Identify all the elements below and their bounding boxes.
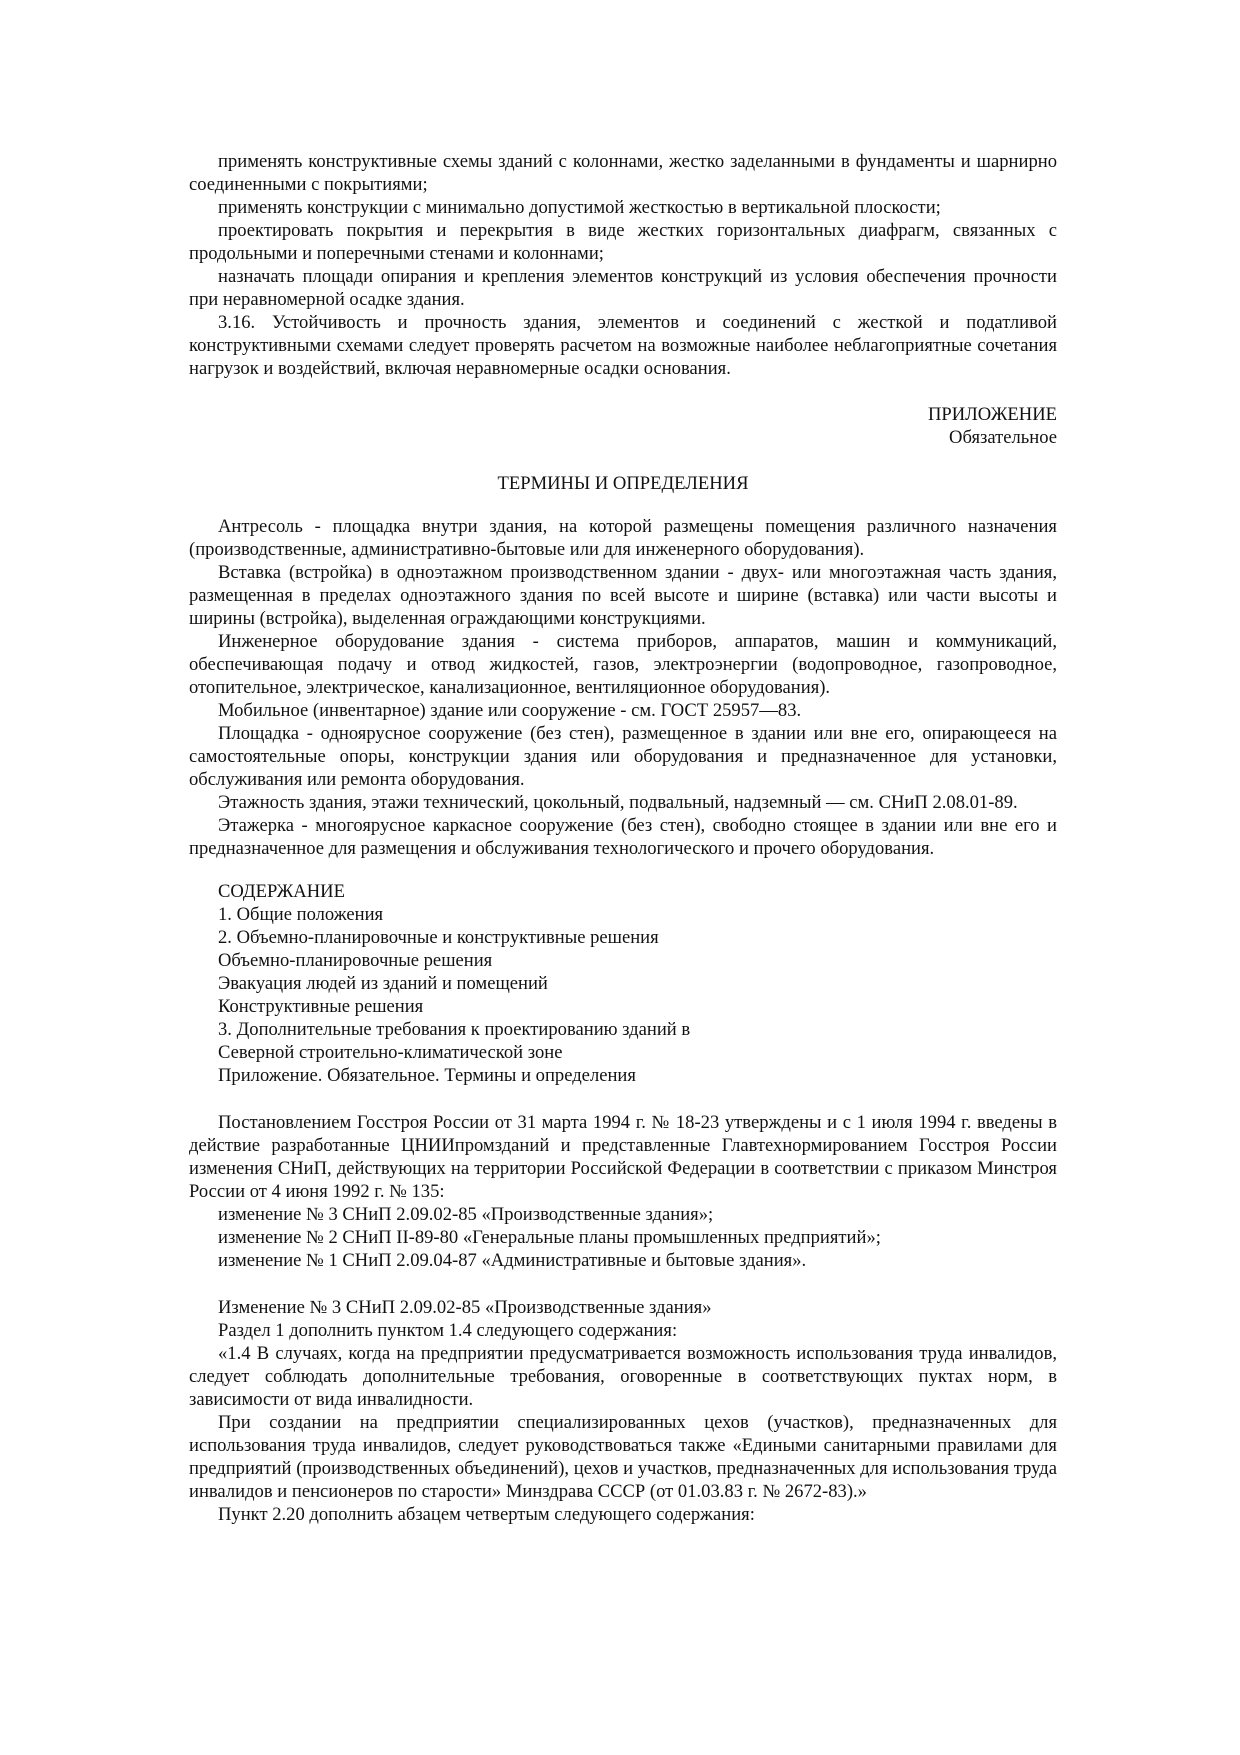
contents-item: Конструктивные решения: [218, 996, 424, 1017]
amendment-clause: «1.4 В случаях, когда на предприятии предусматривается возможность использования труда инвалидов, следует соблюдать дополнительные требования, оговоренные в соответствующих пуктах норм, в зависимости от вида инвалидности.: [189, 1343, 1057, 1410]
contents-item: Объемно-планировочные решения: [218, 950, 493, 971]
contents-item: Северной строительно-климатической зоне: [218, 1042, 563, 1063]
resolution-change: изменение № 1 СНиП 2.09.04-87 «Административные и бытовые здания».: [218, 1250, 807, 1271]
contents-item: 2. Объемно-планировочные и конструктивные решения: [218, 927, 659, 948]
appendix-label: ПРИЛОЖЕНИЕ: [927, 404, 1057, 425]
appendix-status: Обязательное: [949, 427, 1057, 448]
contents-item: Эвакуация людей из зданий и помещений: [218, 973, 548, 994]
appendix-title: ТЕРМИНЫ И ОПРЕДЕЛЕНИЯ: [497, 473, 749, 494]
paragraph: 3.16. Устойчивость и прочность здания, элементов и соединений с жесткой и податливой конструктивными схемами следует проверять расчетом на возможные наиболее неблагоприятные сочетания нагрузок и воздействий, включая неравномерные осадки основания.: [189, 312, 1057, 379]
amendment-title: Изменение № 3 СНиП 2.09.02-85 «Производственные здания»: [218, 1297, 712, 1318]
amendment-clause: При создании на предприятии специализированных цехов (участков), предназначенных для использования труда инвалидов, следует руководствоваться также «Едиными санитарными правилами для предприятий (производственных объединений), цехов и участков, предназначенных для использования труда инвалидов и пенсионеров по старости» Минздрава СССР (от 01.03.83 г. № 2672-83).»: [189, 1412, 1057, 1502]
resolution-change: изменение № 3 СНиП 2.09.02-85 «Производственные здания»;: [218, 1204, 714, 1225]
resolution-intro: Постановлением Госстроя России от 31 марта 1994 г. № 18-23 утверждены и с 1 июля 1994 г. введены в действие разработанные ЦНИИпромзданий и представленные Главтехнормированием Госстроя России изменения СНиП, действующих на территории Российской Федерации в соответствии с приказом Минстроя России от 4 июня 1992 г. № 135:: [189, 1112, 1057, 1202]
paragraph: применять конструктивные схемы зданий с колоннами, жестко заделанными в фундаменты и шарнирно соединенными с покрытиями;: [189, 151, 1057, 195]
term-definition: Площадка - одноярусное сооружение (без стен), размещенное в здании или вне его, опирающееся на самостоятельные опоры, конструкции здания или оборудования и предназначенное для установки, обслуживания или ремонта оборудования.: [189, 723, 1057, 790]
document-page: [189, 150, 1057, 1526]
term-definition: Вставка (встройка) в одноэтажном производственном здании - двух- или многоэтажная часть здания, размещенная в пределах одноэтажного здания по всей высоте и ширине (вставка) или части высоты и ширины (встройка), выделенная ограждающими конструкциями.: [189, 562, 1057, 629]
term-definition: Этажность здания, этажи технический, цокольный, подвальный, надземный — см. СНиП 2.08.01-89.: [218, 792, 1018, 813]
paragraph: проектировать покрытия и перекрытия в виде жестких горизонтальных диафрагм, связанных с продольными и поперечными стенами и колоннами;: [189, 220, 1057, 264]
paragraph: применять конструкции с минимально допустимой жесткостью в вертикальной плоскости;: [218, 197, 941, 218]
contents-item: Приложение. Обязательное. Термины и определения: [218, 1065, 636, 1086]
contents-item: 1. Общие положения: [218, 904, 384, 925]
resolution-change: изменение № 2 СНиП II-89-80 «Генеральные планы промышленных предприятий»;: [218, 1227, 881, 1248]
term-definition: Инженерное оборудование здания - система приборов, аппаратов, машин и коммуникаций, обеспечивающая подачу и отвод жидкостей, газов, электроэнергии (водопроводное, газопроводное, отопительное, электрическое, канализационное, вентиляционное оборудования).: [189, 631, 1057, 698]
amendment-point-note: Пункт 2.20 дополнить абзацем четвертым следующего содержания:: [218, 1504, 755, 1525]
term-definition: Этажерка - многоярусное каркасное сооружение (без стен), свободно стоящее в здании или вне его и предназначенное для размещения и обслуживания технологического и прочего оборудования.: [189, 815, 1057, 859]
contents-heading: СОДЕРЖАНИЕ: [218, 881, 345, 902]
term-definition: Антресоль - площадка внутри здания, на которой размещены помещения различного назначения (производственные, административно-бытовые или для инженерного оборудования).: [189, 516, 1057, 560]
term-definition: Мобильное (инвентарное) здание или сооружение - см. ГОСТ 25957—83.: [218, 700, 802, 721]
contents-item: 3. Дополнительные требования к проектированию зданий в: [218, 1019, 691, 1040]
amendment-section-note: Раздел 1 дополнить пунктом 1.4 следующего содержания:: [218, 1320, 678, 1341]
paragraph: назначать площади опирания и крепления элементов конструкций из условия обеспечения прочности при неравномерной осадке здания.: [189, 266, 1057, 310]
